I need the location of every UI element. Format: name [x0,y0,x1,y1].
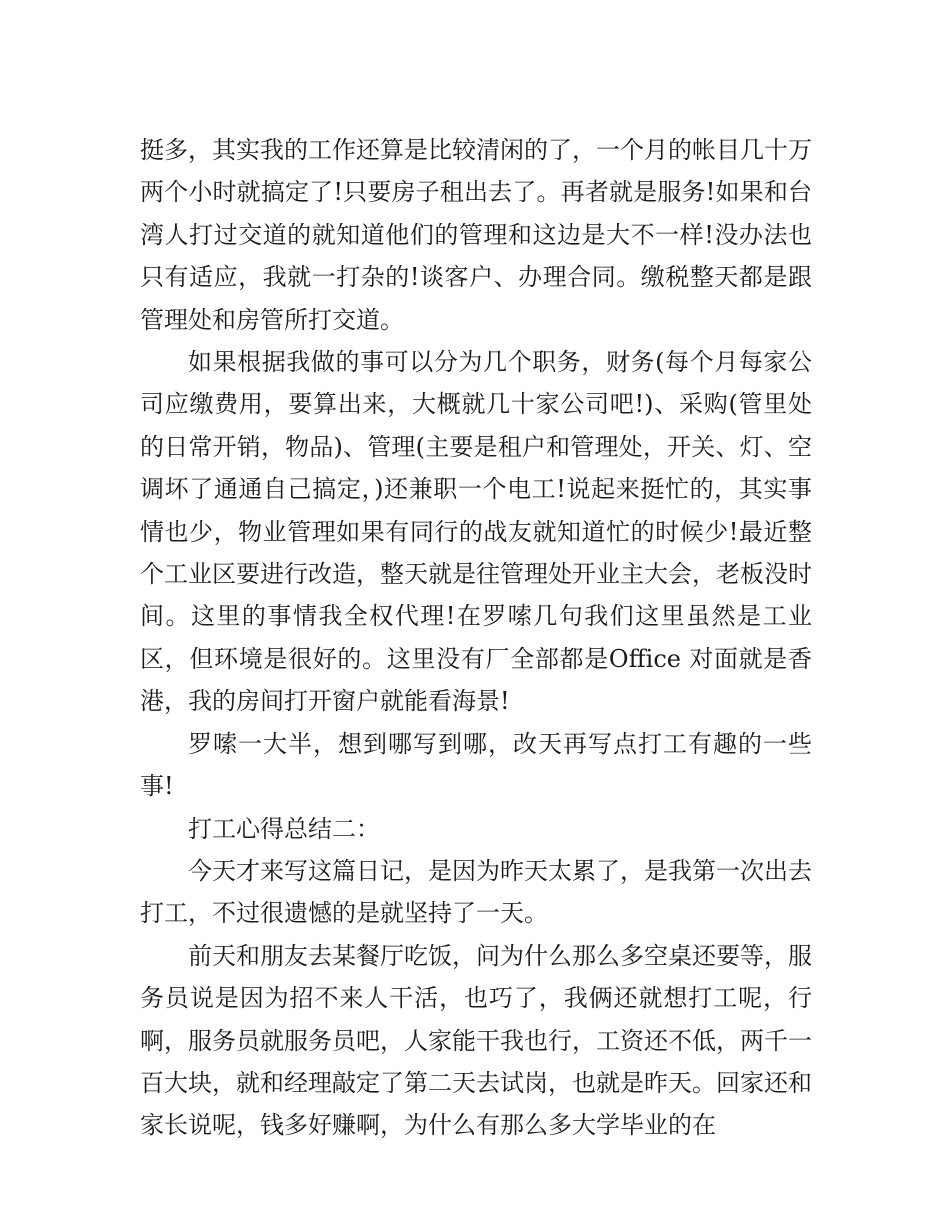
paragraph-1: 挺多，其实我的工作还算是比较清闲的了，一个月的帐目几十万两个小时就搞定了!只要房子租出去了。再者就是服务!如果和台湾人打过交道的就知道他们的管理和这边是大不一样!没办法也只有适应，我就一打杂的!谈客户、办理合同。缴税整天都是跟管理处和房管所打交道。 [140,136,812,334]
paragraph-3: 罗嗦一大半，想到哪写到哪，改天再写点打工有趣的一些事! [140,729,812,801]
section-heading: 打工心得总结二： [188,814,380,843]
paragraph-2: 如果根据我做的事可以分为几个职务，财务(每个月每家公司应缴费用，要算出来，大概就几十家公司吧!)、采购(管里处的日常开销，物品)、管理(主要是租户和管理处，开关、灯、空调坏了通通自己搞定，)还兼职一个电工!说起来挺忙的，其实事情也少，物业管理如果有同行的战友就知道忙的时候少!最近整个工业区要进行改造，整天就是往管理处开业主大会，老板没时间。这里的事情我全权代理!在罗嗦几句我们这里虽然是工业区，但环境是很好的。这里没有厂全部都是Office 对面就是香港，我的房间打开窗户就能看海景! [140,348,812,716]
paragraph-5: 前天和朋友去某餐厅吃饭，问为什么那么多空桌还要等，服务员说是因为招不来人干活，也巧了，我俩还就想打工呢，行啊，服务员就服务员吧，人家能干我也行，工资还不低，两千一百大块，就和经理敲定了第二天去试岗，也就是昨天。回家还和家长说呢，钱多好赚啊，为什么有那么多大学毕业的在 [140,941,812,1140]
document-body [140,129,812,1147]
paragraph-4: 今天才来写这篇日记，是因为昨天太累了，是我第一次出去打工，不过很遗憾的是就坚持了一天。 [140,856,812,928]
